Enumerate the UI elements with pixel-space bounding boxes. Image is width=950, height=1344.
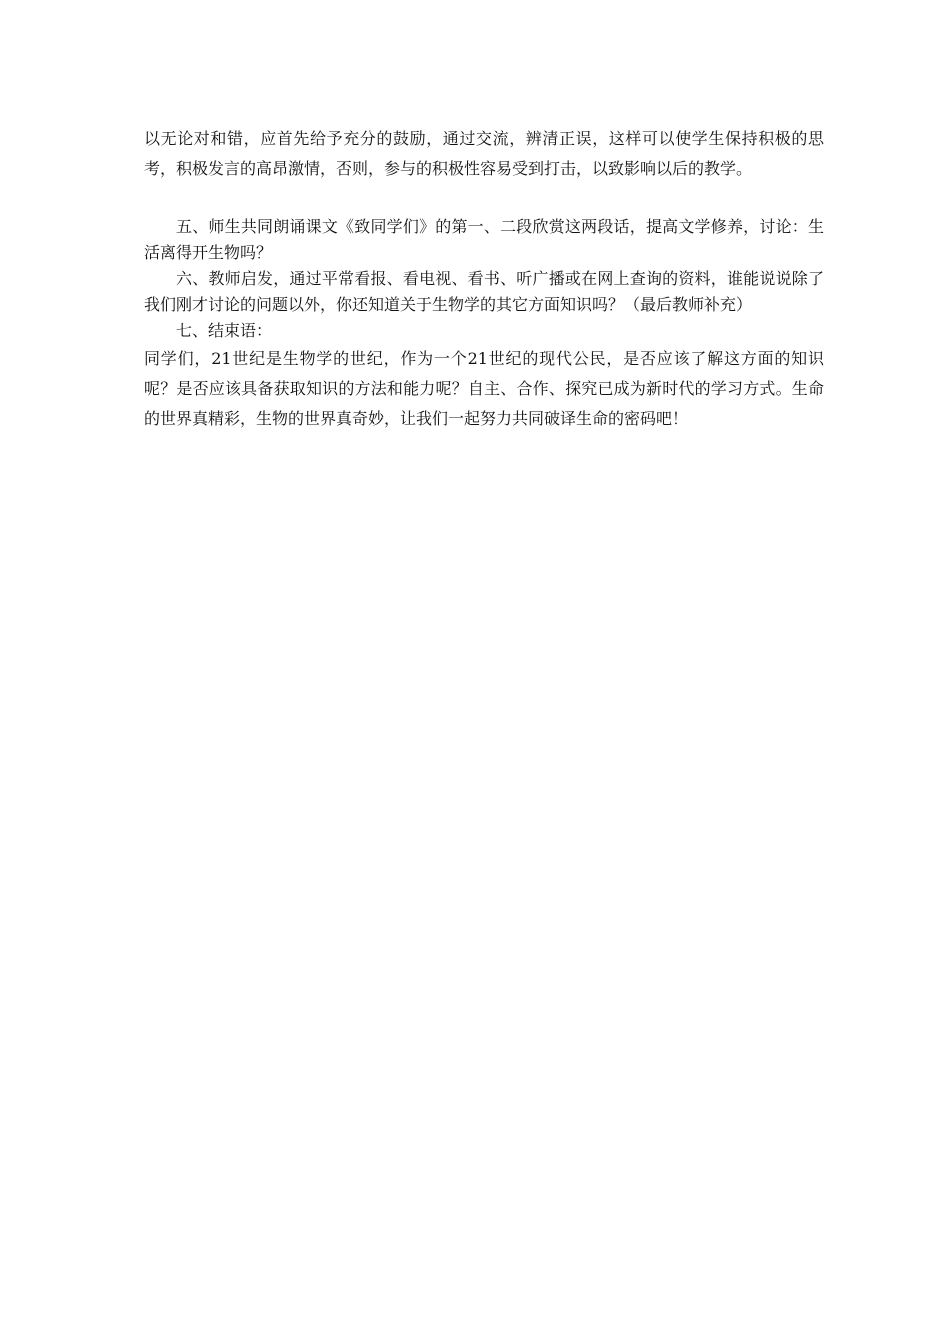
- paragraph-closing-remarks: 同学们，21世纪是生物学的世纪，作为一个21世纪的现代公民，是否应该了解这方面的知识呢？是否应该具备获取知识的方法和能力呢？自主、合作、探究已成为新时代的学习方式。生命的世界真精彩，生物的世界真奇妙，让我们一起努力共同破译生命的密码吧！: [144, 349, 824, 428]
- paragraph-spacer: [144, 184, 824, 214]
- heading-section-seven: 七、结束语：: [176, 321, 273, 340]
- paragraph-section-five: 五、师生共同朗诵课文《致同学们》的第一、二段欣赏这两段话，提高文学修养，讨论：生活离得开生物吗？: [144, 217, 824, 262]
- document-body: [144, 124, 824, 434]
- paragraph-encouragement: 以无论对和错，应首先给予充分的鼓励，通过交流，辨清正误，这样可以使学生保持积极的思考，积极发言的高昂激情，否则，参与的积极性容易受到打击，以致影响以后的教学。: [144, 129, 824, 178]
- paragraph-section-six: 六、教师启发，通过平常看报、看电视、看书、听广播或在网上查询的资料，谁能说说除了我们刚才讨论的问题以外，你还知道关于生物学的其它方面知识吗？（最后教师补充）: [144, 269, 824, 314]
